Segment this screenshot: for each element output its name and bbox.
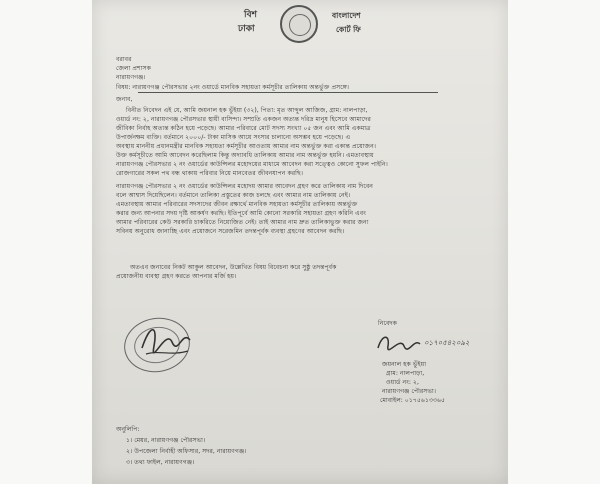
- address-line-2: জেলা প্রশাসক: [116, 65, 151, 72]
- subject-line: বিষয়: নারায়ণগঞ্জ পৌরসভার ২নং ওয়ার্ডে মানবিক সহায়তা কর্মসূচীর তালিকায় অন্তর্ভুক্ত প্রসঙ্গে।: [116, 84, 350, 91]
- salutation: জনাব,: [116, 96, 133, 103]
- cc-title: অনুলিপি:: [116, 426, 140, 433]
- background-left: [0, 0, 92, 484]
- applicant-village: গ্রাম: নালপাড়া,: [386, 370, 425, 377]
- body-line: উক্ত কর্মসূচীতে আমি আবেদন করেছিলাম কিন্তু অদ্যাবধি তালিকায় আমার নাম অন্তর্ভুক্ত হয়নি। এমতাবস্থায়: [116, 152, 374, 159]
- letterhead-left-bottom: ঢাকা: [238, 24, 255, 34]
- body-line: বিনীত নিবেদন এই যে, আমি জয়নাল হক ভুঁইয়া (৩২), পিতা: মৃত আব্দুল আজিজ, গ্রাম: নালপাড়া,: [126, 107, 368, 114]
- address-line-1: বরাবর: [116, 56, 132, 63]
- body-line: করার জন্য আপনার সদয় দৃষ্টি আকর্ষণ করছি। ইতিপূর্বে আমি কোনো সরকারি সহায়তা গ্রহণ করিনি এবং: [116, 210, 366, 217]
- court-fee-seal-icon: [280, 5, 318, 43]
- letterhead-right-bottom: কোর্ট ফি: [336, 25, 361, 34]
- body-line: বলে আশ্বাস দিয়েছিলেন। বর্তমানে তালিকা প্রস্তুতের কাজ চলছে এবং আমার নাম তালিকায় নেই।: [116, 192, 351, 199]
- letterhead-right-top: বাংলাদেশ: [332, 11, 361, 20]
- closing-line: অতএব জনাবের নিকট আকুল আবেদন, উল্লেখিত বিষয় বিবেচনা করে সুষ্ঠু তদন্তপূর্বক: [130, 264, 337, 271]
- body-line: জীবিকা নির্বাহ অত্যন্ত কঠিন হয়ে পড়েছে। আমার পরিবারে মোট সদস্য সংখ্যা ০৫ জন এবং আমি একমাত্র: [116, 125, 371, 132]
- handwritten-number: ০১৭০৫৪২০৯২: [424, 339, 470, 347]
- applicant-ward: ওয়ার্ড নং: ২,: [386, 379, 419, 386]
- body-line: রোজগারের সকল পথ বন্ধ থাকায় পরিবার নিয়ে মানবেতর জীবনযাপন করছি।: [116, 170, 303, 177]
- body-line: আমার পরিবারের কেউ সরকারি চাকরিতে নিয়োজিত নেই। তাই আমার নাম দ্রুত তালিকাভুক্ত করার জন্য: [116, 219, 369, 226]
- body-line: ওয়ার্ড নং: ২, নারায়ণগঞ্জ পৌরসভার স্থায়ী বাসিন্দা। সম্প্রতি একজন অত্যন্ত দরিদ্র মানুষ হিসেবে আমাদের: [116, 116, 371, 123]
- background-right: [508, 0, 600, 484]
- left-signature-icon: [132, 318, 202, 366]
- body-line: নারায়ণগঞ্জ পৌরসভার ২ নং ওয়ার্ডের কাউন্সিলর মহোদয়ের মাধ্যমে আবেদন করা সত্ত্বেও কোনো সুফল পাইনি।: [116, 161, 388, 168]
- body-line: নারায়ণগঞ্জ পৌরসভার ২ নং ওয়ার্ডের কাউন্সিলর মহোদয় আমার আবেদন গ্রহণ করে তালিকায় নাম দিবেন: [116, 183, 373, 190]
- closing-line: প্রয়োজনীয় ব্যবস্থা গ্রহণ করতে আপনার মর্জি হয়।: [116, 273, 237, 280]
- cc-item: ১। মেয়র, নারায়ণগঞ্জ পৌরসভা।: [126, 437, 206, 444]
- signature-label: নিবেদক: [378, 320, 397, 327]
- body-line: উপার্জনক্ষম ব্যক্তি। বর্তমানে ২০০০/- টাকা মাসিক আয়ে সংসার চালানো অসম্ভব হয়ে পড়েছে। এ: [116, 134, 351, 141]
- applicant-signature-icon: [374, 330, 424, 356]
- body-line: অবস্থায় মাননীয় প্রধানমন্ত্রীর মানবিক সহায়তা কর্মসূচীর আওতায় আমার নাম অন্তর্ভুক্ত করা একান্ত প্রয়োজন।: [116, 143, 376, 150]
- letterhead-left-top: বিশ: [244, 10, 257, 20]
- applicant-name: জয়নাল হক ভুঁইয়া: [382, 361, 427, 368]
- cc-item: ৩। তথ্য ফাইল, নারায়ণগঞ্জ।: [126, 459, 195, 466]
- applicant-mobile: মোবাইল: ০১৭৫৬১৩৩৬৫: [380, 397, 446, 404]
- body-line: এমতাবস্থায় আমার পরিবারের সদস্যদের জীবন রক্ষার্থে মানবিক সহায়তা কর্মসূচীর তালিকায় অন্তর্ভুক্ত: [116, 201, 358, 208]
- applicant-city: নারায়ণগঞ্জ পৌরসভা।: [382, 388, 436, 395]
- letter-page: [92, 0, 508, 484]
- subject-underline: [138, 92, 438, 93]
- address-line-3: নারায়ণগঞ্জ।: [116, 74, 146, 81]
- cc-item: ২। উপজেলা নির্বাহী অফিসার, সদর, নারায়ণগঞ্জ।: [126, 448, 247, 455]
- body-line: সবিনয় অনুরোধ জানাচ্ছি এবং প্রয়োজনে সরেজমিন তদন্তপূর্বক ব্যবস্থা গ্রহণের আবেদন করছি।: [116, 228, 345, 235]
